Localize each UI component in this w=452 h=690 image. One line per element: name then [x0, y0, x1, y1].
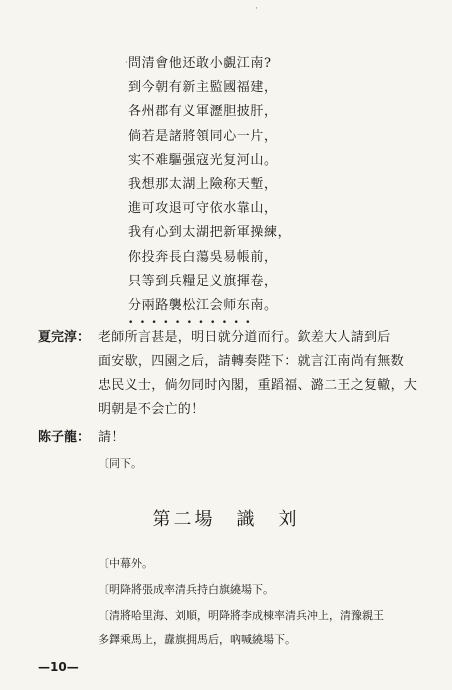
stage-direction: 〔明降將張成率清兵持白旗繞場下。 — [98, 583, 274, 596]
speaker-name: 夏完淳： — [38, 330, 91, 345]
dialogue-line: 老師所言甚是，明日就分道而行。欽差大人請到后 — [98, 330, 391, 345]
dialogue-xia-wanchun — [38, 326, 430, 422]
dialogue-text — [98, 326, 430, 422]
dialogue-line: 面安歇，四園之后，請轉奏陛下：就言江南尚有無数 — [98, 354, 404, 369]
verse-line: 你投奔長白蕩吳易帳前， — [128, 249, 278, 265]
verse-line-text: 分兩路襲松江会师东南。 — [128, 298, 278, 314]
verse-line: 我想那太湖上險称天塹， — [128, 177, 278, 193]
dialogue-line: 請！ — [98, 430, 125, 445]
scene-title: 第二場 識 刘 — [152, 509, 300, 530]
verse-line: 各州郡有义軍瀝胆披肝， — [128, 104, 278, 120]
verse-line: 問清會他还敢小覷江南? — [128, 56, 272, 71]
stage-direction: 〔清將哈里海、刘順，明降將李成棟率清兵冲上，清豫親王 — [98, 609, 384, 622]
verse-bullet: · — [125, 58, 128, 68]
stage-direction: 多鐸乘馬上，纛旗拥馬后，吶喊繞場下。 — [98, 633, 296, 646]
emphasis-dots: ••••••••••• — [128, 318, 257, 329]
verse-block — [128, 52, 428, 329]
speaker-name: 陈子龍： — [38, 430, 91, 445]
verse-line: 实不难驅强寇光复河山。 — [128, 152, 278, 168]
verse-line: 只等到兵糧足义旗揮卷， — [128, 273, 278, 289]
verse-line: 到今朝有新主監國福建， — [128, 80, 278, 96]
verse-line: 進可攻退可守依水靠山， — [128, 201, 278, 217]
dialogue-line: 明朝是不会亡的！ — [98, 402, 205, 417]
dialogue-chen-zilong — [38, 426, 430, 450]
page-number: —10— — [38, 660, 79, 674]
verse-line-emphasized — [128, 294, 428, 329]
stage-direction: 〔中幕外。 — [98, 557, 153, 570]
verse-line: 我有心到太湖把新軍操練， — [128, 225, 292, 241]
stage-direction: 〔同下。 — [98, 457, 142, 470]
print-speck: · — [255, 4, 258, 14]
dialogue-line: 忠民义士，倘勿同时內閣，重蹈福、潞二王之复轍，大 — [98, 378, 418, 393]
verse-line: 倘若是諸將領同心一片， — [128, 128, 278, 144]
